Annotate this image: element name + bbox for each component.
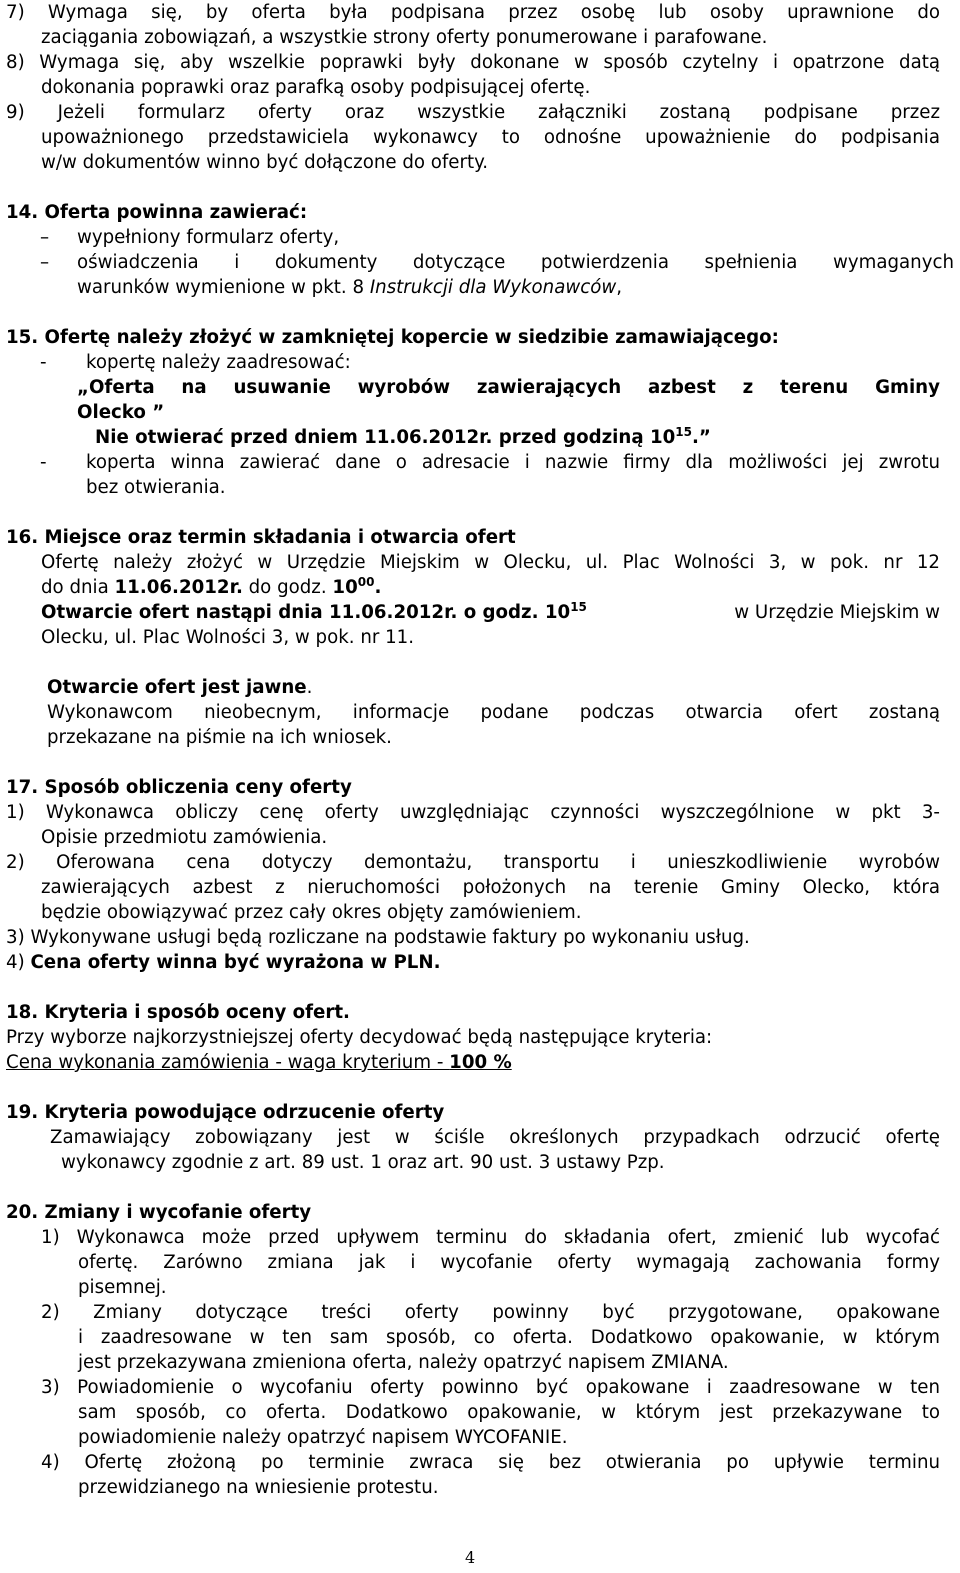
s14-item2-text: warunków wymienione w pkt. 8 <box>77 277 370 298</box>
s14-dash-1: – <box>40 227 50 248</box>
s20-p3-line2: sam sposób, co oferta. Dodatkowo opakowanie, w którym jest przekazywane to <box>78 1402 940 1423</box>
s17-p4-text: Cena oferty winna być wyrażona w PLN. <box>30 952 441 973</box>
s13-p9-line2: upoważnionego przedstawiciela wykonawcy to odnośne upoważnienie do podpisania <box>41 127 940 148</box>
s16-public-opening-dot: . <box>306 677 313 698</box>
s16-time-end: . <box>374 577 382 598</box>
s20-p3-line1: 3) Powiadomienie o wycofaniu oferty powinno być opakowane i zaadresowane w ten <box>41 1377 940 1398</box>
s16-opening-place: w Urzędzie Miejskim w <box>734 602 940 623</box>
s19-line2: wykonawcy zgodnie z art. 89 ust. 1 oraz art. 90 ust. 3 ustawy Pzp. <box>61 1152 665 1173</box>
s17-p1-line1: 1) Wykonawca obliczy cenę oferty uwzględniając czynności wyszczególnione w pkt 3- <box>6 802 940 823</box>
s16-line7: przekazane na piśmie na ich wniosek. <box>47 727 392 748</box>
s16-line5 <box>47 675 312 700</box>
s17-p2-line3: będzie obowiązywać przez cały okres objęty zamówieniem. <box>41 902 582 923</box>
s16-time-minutes: 00 <box>357 575 375 589</box>
s16-opening-text <box>41 600 587 627</box>
s20-p4-line1: 4) Ofertę złożoną po terminie zwraca się bez otwierania po upływie terminu <box>41 1452 940 1473</box>
s16-time-prefix: do godz. <box>242 577 333 598</box>
s16-line4: Olecku, ul. Plac Wolności 3, w pok. nr 11. <box>41 627 415 648</box>
s20-p2-line2: i zaadresowane w ten sam sposób, co oferta. Dodatkowo opakowanie, w którym <box>78 1327 940 1348</box>
s13-p9-line3: w/w dokumentów winno być dołączone do oferty. <box>41 152 489 173</box>
s20-p1-line1: 1) Wykonawca może przed upływem terminu do składania ofert, zmienić lub wycofać <box>41 1227 940 1248</box>
s20-p4-line2: przewidzianego na wniesienie protestu. <box>78 1477 439 1498</box>
s14-item2-line1: oświadczenia i dokumenty dotyczące potwierdzenia spełnienia wymaganych <box>77 252 954 273</box>
s15-deadline-text: Nie otwierać przed dniem 11.06.2012r. przed godziną 10 <box>95 427 676 448</box>
s16-heading: 16. Miejsce oraz termin składania i otwarcia ofert <box>6 527 516 548</box>
s16-opening-date: Otwarcie ofert nastąpi dnia 11.06.2012r. o godz. 10 <box>41 602 571 623</box>
s17-p4 <box>6 950 441 975</box>
s15-heading: 15. Ofertę należy złożyć w zamkniętej kopercie w siedzibie zamawiającego: <box>6 327 779 348</box>
s16-opening-minutes: 15 <box>570 600 587 614</box>
s20-p2-line3: jest przekazywana zmieniona oferta, należy opatrzyć napisem ZMIANA. <box>78 1352 729 1373</box>
s20-heading: 20. Zmiany i wycofanie oferty <box>6 1202 312 1223</box>
s20-p1-line2: ofertę. Zarówno zmiana jak i wycofanie oferty wymagają zachowania formy <box>78 1252 940 1273</box>
s20-p1-line3: pisemnej. <box>78 1277 167 1298</box>
s16-time-hour: 10 <box>332 577 358 598</box>
s14-item2-line2 <box>77 275 622 300</box>
s18-criterion-weight: 100 % <box>449 1052 512 1073</box>
s16-line2 <box>41 575 381 602</box>
page-number: 4 <box>465 1548 476 1567</box>
s18-line2 <box>6 1050 512 1075</box>
s15-dash-1: - <box>40 352 47 373</box>
s17-p3: 3) Wykonywane usługi będą rozliczane na podstawie faktury po wykonaniu usług. <box>6 927 750 948</box>
s19-line1: Zamawiający zobowiązany jest w ściśle określonych przypadkach odrzucić ofertę <box>50 1127 940 1148</box>
s17-heading: 17. Sposób obliczenia ceny oferty <box>6 777 352 798</box>
s18-line1: Przy wyborze najkorzystniejszej oferty decydować będą następujące kryteria: <box>6 1027 713 1048</box>
s17-p2-line1: 2) Oferowana cena dotyczy demontażu, transportu i unieszkodliwienie wyrobów <box>6 852 940 873</box>
s17-p2-line2: zawierających azbest z nieruchomości położonych na terenie Gminy Olecko, która <box>41 877 940 898</box>
s16-line6: Wykonawcom nieobecnym, informacje podane podczas otwarcia ofert zostaną <box>47 702 940 723</box>
s14-item1: wypełniony formularz oferty, <box>77 227 340 248</box>
s15-deadline-minutes: 15 <box>675 425 692 439</box>
s20-p2-line1: 2) Zmiany dotyczące treści oferty powinny być przygotowane, opakowane <box>41 1302 940 1323</box>
s13-p8-line1: 8) Wymaga się, aby wszelkie poprawki były dokonane w sposób czytelny i opatrzone datą <box>6 52 940 73</box>
s16-line3 <box>41 600 940 627</box>
s17-p4-number: 4) <box>6 952 31 973</box>
s20-p3-line3: powiadomienie należy opatrzyć napisem WYCOFANIE. <box>78 1427 568 1448</box>
s16-public-opening: Otwarcie ofert jest jawne <box>47 677 307 698</box>
s16-line1: Ofertę należy złożyć w Urzędzie Miejskim w Olecku, ul. Plac Wolności 3, w pok. nr 12 <box>41 552 940 573</box>
s13-p8-line2: dokonania poprawki oraz parafką osoby podpisującej ofertę. <box>41 77 591 98</box>
s15-address-line1: „Oferta na usuwanie wyrobów zawierających azbest z terenu Gminy <box>77 377 940 398</box>
s16-date-prefix: do dnia <box>41 577 115 598</box>
s15-item2-line2: bez otwierania. <box>86 477 226 498</box>
s14-item2-doc-title: Instrukcji dla Wykonawców <box>369 277 617 298</box>
s13-p7-line1: 7) Wymaga się, by oferta była podpisana przez osobę lub osoby uprawnione do <box>6 2 940 23</box>
s13-p9-line1: 9) Jeżeli formularz oferty oraz wszystkie załączniki zostaną podpisane przez <box>6 102 940 123</box>
s13-p7-line2: zaciągania zobowiązań, a wszystkie strony oferty ponumerowane i parafowane. <box>41 27 768 48</box>
s18-criterion: Cena wykonania zamówienia - waga kryterium - <box>6 1052 450 1073</box>
s15-address-line2: Olecko ” <box>77 402 165 423</box>
s18-heading: 18. Kryteria i sposób oceny ofert. <box>6 1002 350 1023</box>
s15-item1: kopertę należy zaadresować: <box>86 352 351 373</box>
s16-date: 11.06.2012r. <box>114 577 243 598</box>
s19-heading: 19. Kryteria powodujące odrzucenie oferty <box>6 1102 445 1123</box>
s15-address-line3 <box>95 425 711 452</box>
s17-p1-line2: Opisie przedmiotu zamówienia. <box>41 827 328 848</box>
s15-dash-2: - <box>40 452 47 473</box>
s14-item2-comma: , <box>616 277 623 298</box>
s14-heading: 14. Oferta powinna zawierać: <box>6 202 308 223</box>
s15-deadline-end: .” <box>691 427 711 448</box>
s15-item2-line1: koperta winna zawierać dane o adresacie i nazwie firmy dla możliwości jej zwrotu <box>86 452 940 473</box>
s14-dash-2: – <box>40 252 50 273</box>
